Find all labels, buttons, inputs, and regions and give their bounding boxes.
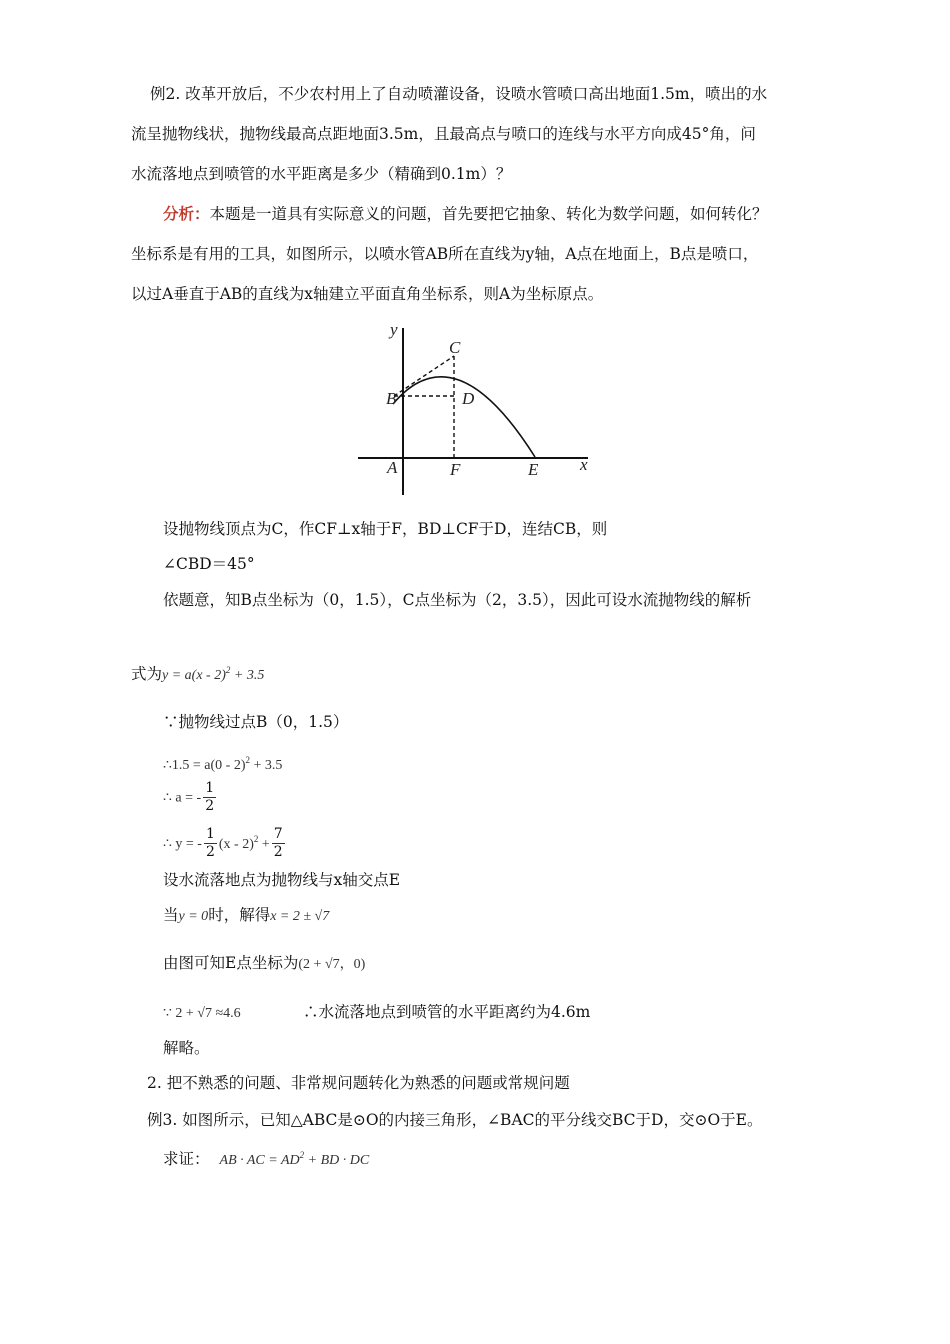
s10-math-y: y = 0	[178, 909, 209, 924]
label-y: y	[390, 320, 398, 339]
solution-s13: 解略。	[163, 1039, 210, 1057]
analysis-line1	[163, 204, 768, 224]
s8-math-pre: ∴ y = -	[163, 836, 202, 852]
example2-line3: 水流落地点到喷管的水平距离是多少（精确到0.1m）？	[131, 165, 512, 183]
solution-s6	[163, 750, 282, 776]
section2-heading: 2. 把不熟悉的问题、非常规问题转化为熟悉的问题或常规问题	[147, 1074, 570, 1092]
solution-s10: 当y = 0时，解得x = 2 ± √7	[163, 906, 330, 924]
solution-s2: ∠CBD＝45°	[163, 555, 255, 573]
analysis-line3: 以过A垂直于AB的直线为x轴建立平面直角坐标系，则A为坐标原点。	[131, 285, 604, 303]
analysis-label: 分析：	[163, 204, 210, 223]
solution-s9: 设水流落地点为抛物线与x轴交点E	[163, 871, 401, 889]
analysis-text-1: 本题是一道具有实际意义的问题，首先要把它抽象、转化为数学问题，如何转化？	[209, 205, 768, 223]
solution-s5: ∵抛物线过点B（0，1.5）	[163, 713, 349, 731]
prove-math: AB · AC = $AD^2$ + BD · DC	[219, 1150, 370, 1168]
s8-math-mid: (x - 2)$^2$ +	[218, 833, 270, 852]
solution-s1: 设抛物线顶点为C，作CF⊥x轴于F，BD⊥CF于D，连结CB，则	[163, 520, 608, 538]
frac-one-half-y: $\frac{1}{2}$	[205, 826, 215, 860]
solution-s12	[163, 1002, 590, 1024]
parabola-figure	[350, 318, 600, 503]
label-f: F	[450, 460, 461, 479]
label-e: E	[528, 460, 539, 479]
s12-math: ∵ 2 + √7 ≈4.6	[163, 1006, 241, 1021]
s12-text: ∴水流落地点到喷管的水平距离约为4.6m	[303, 1003, 591, 1021]
s10-math-x: x = 2 ± √7	[270, 909, 330, 924]
example2-line2: 流呈抛物线状，抛物线最高点距地面3.5m，且最高点与喷口的连线与水平方向成45°角，问	[131, 125, 756, 143]
solution-s3: 依题意，知B点坐标为（0，1.5），C点坐标为（2，3.5），因此可设水流抛物线的解析	[163, 591, 752, 609]
example3-line: 例3. 如图所示，已知△ABC是⊙O的内接三角形，∠BAC的平分线交BC于D，交⊙O于E。	[147, 1111, 763, 1129]
label-d: D	[462, 389, 475, 408]
solution-s8	[163, 826, 287, 861]
label-x: x	[580, 455, 588, 474]
example2-line1: 例2. 改革开放后，不少农村用上了自动喷灌设备，设喷水管喷口高出地面1.5m，喷出的水	[150, 85, 768, 103]
s4-text: 式为	[131, 665, 163, 683]
s6-math: ∴1.5 = a(0 - 2)$^2$ + 3.5	[163, 755, 283, 773]
s11-math: (2 + √7，0)	[298, 957, 366, 972]
label-b: B	[386, 389, 397, 408]
s4-math: y = a(x - 2)$^2$ + 3.5	[162, 665, 265, 683]
label-a: A	[387, 458, 398, 477]
frac-one-half-a: $\frac{1}{2}$	[205, 780, 215, 814]
solution-s7	[163, 780, 218, 815]
s7-math: ∴ a = -	[163, 790, 202, 806]
solution-s11: 由图可知E点坐标为(2 + √7，0)	[163, 954, 366, 972]
label-c: C	[449, 338, 461, 357]
analysis-line2: 坐标系是有用的工具，如图所示，以喷水管AB所在直线为y轴，A点在地面上，B点是喷口，	[131, 245, 759, 263]
prove-line: 求证： AB · AC = $AD^2$ + BD · DC	[163, 1150, 370, 1168]
frac-seven-half: $\frac{7}{2}$	[273, 826, 283, 860]
solution-s4	[131, 660, 264, 686]
